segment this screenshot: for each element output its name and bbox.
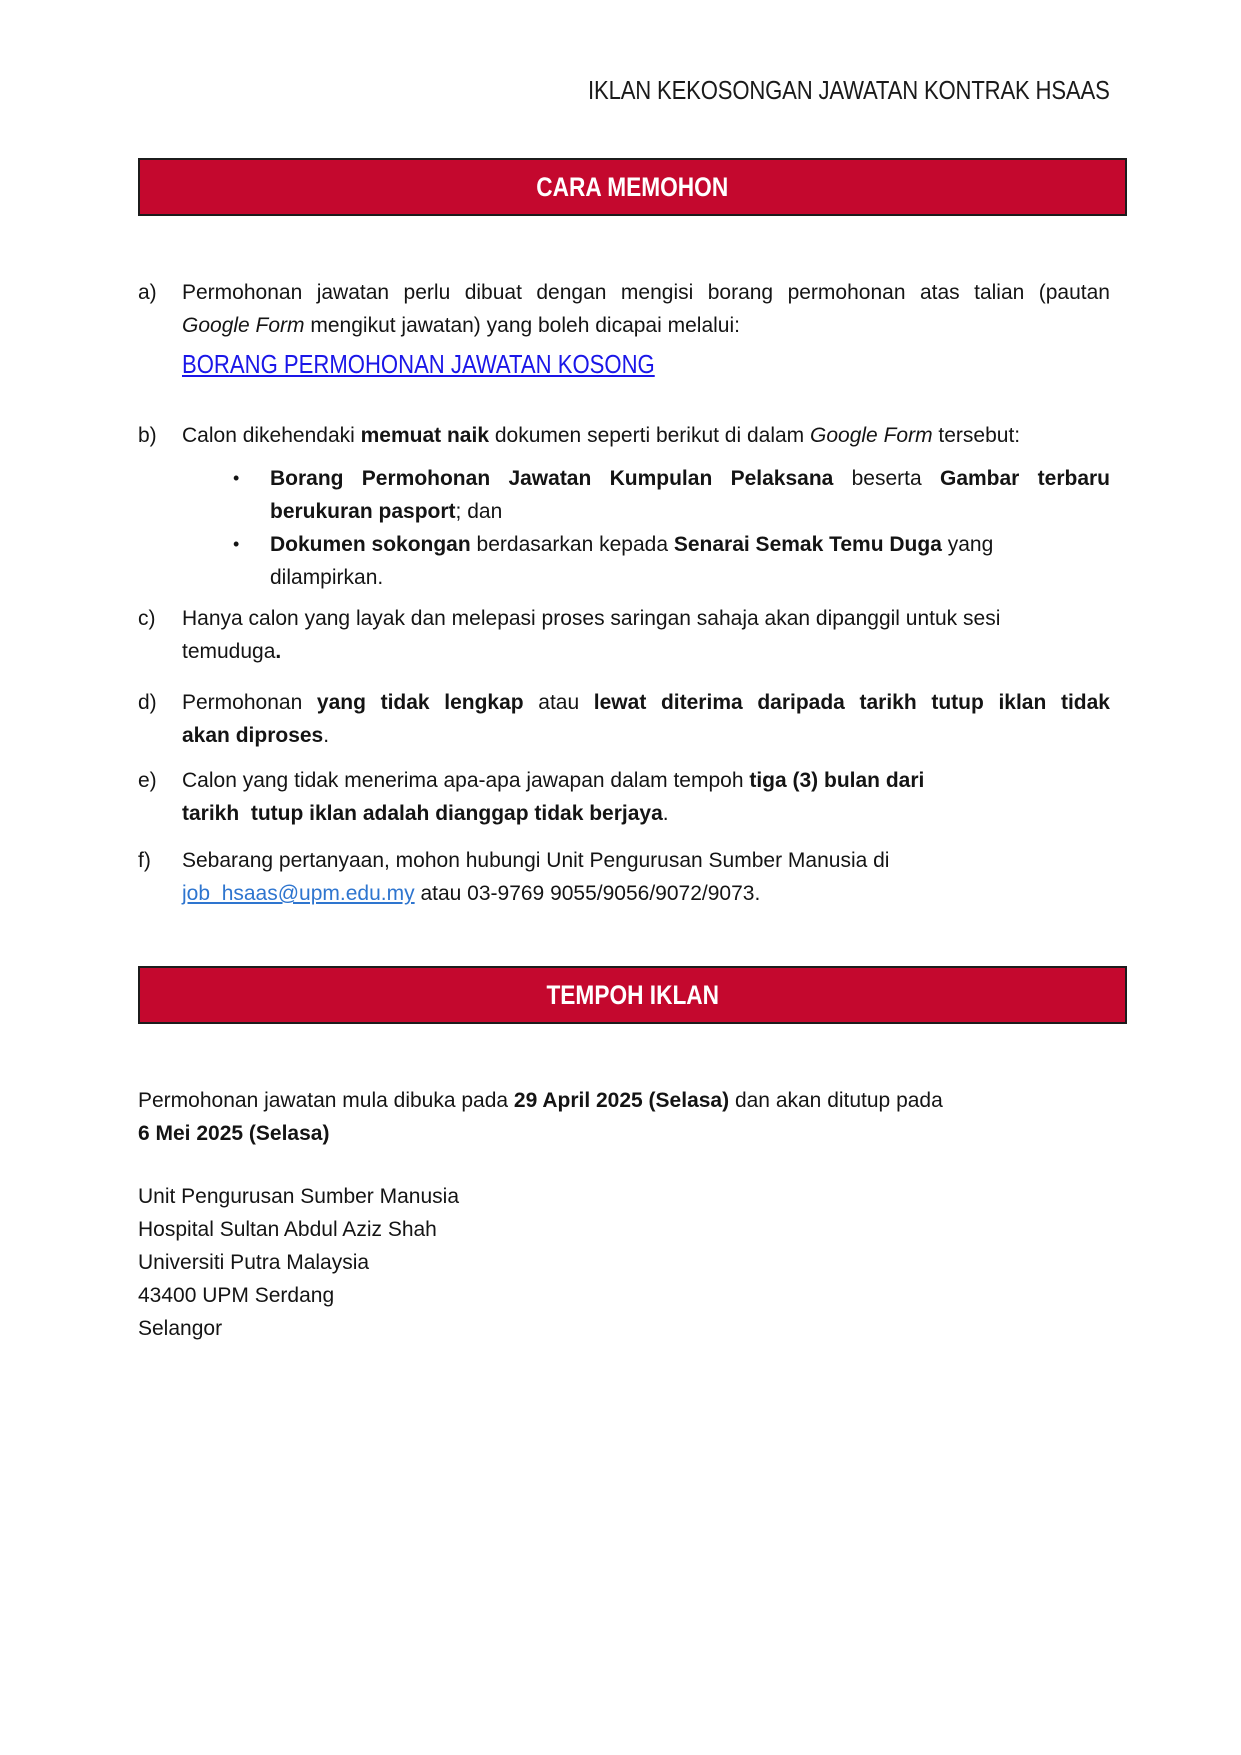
text-segment: Permohonan xyxy=(182,691,317,714)
bullet-item xyxy=(233,528,1110,594)
address-line-hospital: Hospital Sultan Abdul Aziz Shah xyxy=(138,1218,437,1241)
paragraph-line xyxy=(270,528,1110,594)
paragraph-line xyxy=(182,877,1110,910)
address-line-postcode: 43400 UPM Serdang xyxy=(138,1284,335,1307)
text-segment: . xyxy=(323,724,330,747)
text-segment: dan akan ditutup pada xyxy=(729,1089,943,1112)
text-segment: atau 03-9769 9055/9056/9072/9073. xyxy=(414,882,761,905)
paragraph-line xyxy=(270,495,1110,528)
tempoh-paragraph xyxy=(138,1084,1110,1150)
text-segment: berukuran pasport xyxy=(270,500,456,523)
list-item-c xyxy=(138,602,1110,668)
list-label-e: e) xyxy=(138,769,157,792)
paragraph-line xyxy=(182,797,1110,830)
paragraph-line xyxy=(182,635,1110,668)
text-segment: ; dan xyxy=(455,500,503,523)
text-segment: tiga (3) bulan dari xyxy=(749,769,925,792)
text-segment: tarikh tutup iklan adalah dianggap tidak berjaya xyxy=(182,802,663,825)
list-item-d xyxy=(138,686,1110,752)
address-line-unit: Unit Pengurusan Sumber Manusia xyxy=(138,1185,460,1208)
text-segment: Google Form xyxy=(182,314,305,337)
text-segment: temuduga xyxy=(182,640,276,663)
section-title-tempoh-iklan: TEMPOH IKLAN xyxy=(546,979,719,1010)
document-header xyxy=(0,0,1110,109)
bullet-icon: • xyxy=(233,468,240,488)
text-segment: Calon yang tidak menerima apa-apa jawapan dalam tempoh xyxy=(182,769,750,792)
text-segment: akan diproses xyxy=(182,724,324,747)
paragraph-line xyxy=(138,1084,1110,1117)
text-segment: lewat diterima daripada tarikh tutup iklan tidak xyxy=(593,691,1110,714)
list-item-a xyxy=(138,276,1110,342)
list-body-b xyxy=(182,419,1110,452)
text-segment: Google Form xyxy=(810,424,933,447)
text-segment: yang tidak lengkap xyxy=(316,691,524,714)
text-segment: mengikut jawatan) yang boleh dicapai melalui: xyxy=(304,314,740,337)
address-line-university: Universiti Putra Malaysia xyxy=(138,1251,370,1274)
text-segment: Gambar terbaru xyxy=(939,467,1110,490)
text-segment: . xyxy=(662,802,669,825)
text-segment: dokumen seperti berikut di dalam xyxy=(489,424,811,447)
text-segment: beserta xyxy=(833,467,940,490)
text-segment: 29 April 2025 (Selasa) xyxy=(513,1089,730,1112)
bullet-body xyxy=(270,528,1110,594)
paragraph-line xyxy=(138,1117,1110,1150)
text-segment: Permohonan jawatan perlu dibuat dengan mengisi borang permohonan atas talian (pautan xyxy=(182,281,1110,304)
paragraph-line xyxy=(182,419,1110,452)
list-body-c xyxy=(182,602,1110,668)
bullet-item xyxy=(233,462,1110,528)
section-banner-cara-memohon xyxy=(138,158,1127,216)
list-item-e xyxy=(138,764,1110,830)
section-title-cara-memohon: CARA MEMOHON xyxy=(536,171,729,202)
list-body-a xyxy=(182,276,1110,342)
section-banner-tempoh-iklan xyxy=(138,966,1127,1024)
paragraph-line xyxy=(182,719,1110,752)
list-item-f xyxy=(138,844,1110,910)
borang-link-line xyxy=(182,348,1110,383)
text-segment: Senarai Semak Temu Duga xyxy=(673,533,942,556)
list-body-d xyxy=(182,686,1110,752)
text-segment: Dokumen sokongan xyxy=(270,533,471,556)
text-segment: . xyxy=(275,640,282,663)
text-segment: Hanya calon yang layak dan melepasi proses saringan sahaja akan dipanggil untuk sesi xyxy=(182,607,1001,630)
paragraph-line xyxy=(182,602,1110,635)
paragraph-line xyxy=(182,309,1110,342)
borang-permohonan-link[interactable]: BORANG PERMOHONAN JAWATAN KOSONG xyxy=(182,349,655,379)
list-label-b: b) xyxy=(138,424,157,447)
text-segment: atau xyxy=(523,691,594,714)
email-link[interactable]: job_hsaas@upm.edu.my xyxy=(182,882,415,905)
text-segment: yang dilampirkan. xyxy=(270,533,994,589)
paragraph-line xyxy=(182,764,1110,797)
paragraph-line xyxy=(182,844,1110,877)
text-segment: Permohonan jawatan mula dibuka pada xyxy=(138,1089,514,1112)
text-segment: Sebarang pertanyaan, mohon hubungi Unit Pengurusan Sumber Manusia di xyxy=(182,849,890,872)
text-segment: Calon dikehendaki xyxy=(182,424,361,447)
paragraph-line xyxy=(182,276,1110,309)
address-block xyxy=(138,1180,1110,1345)
list-label-c: c) xyxy=(138,607,156,630)
list-item-b xyxy=(138,419,1110,452)
bullet-body xyxy=(270,462,1110,528)
text-segment: 6 Mei 2025 (Selasa) xyxy=(138,1122,330,1145)
text-segment: berdasarkan kepada xyxy=(470,533,674,556)
text-segment: Borang Permohonan Jawatan Kumpulan Pelaksana xyxy=(270,467,834,490)
bullet-list xyxy=(233,462,1110,594)
bullet-icon: • xyxy=(233,534,240,554)
cara-memohon-content xyxy=(138,276,1110,910)
list-label-a: a) xyxy=(138,281,157,304)
paragraph-line xyxy=(270,462,1110,495)
document-header-text: IKLAN KEKOSONGAN JAWATAN KONTRAK HSAAS xyxy=(588,75,1110,105)
text-segment: tersebut: xyxy=(932,424,1021,447)
list-body-e xyxy=(182,764,1110,830)
paragraph-line xyxy=(182,686,1110,719)
list-label-f: f) xyxy=(138,849,151,872)
list-body-f xyxy=(182,844,1110,910)
address-line-state: Selangor xyxy=(138,1317,223,1340)
text-segment: memuat naik xyxy=(360,424,490,447)
list-label-d: d) xyxy=(138,691,157,714)
